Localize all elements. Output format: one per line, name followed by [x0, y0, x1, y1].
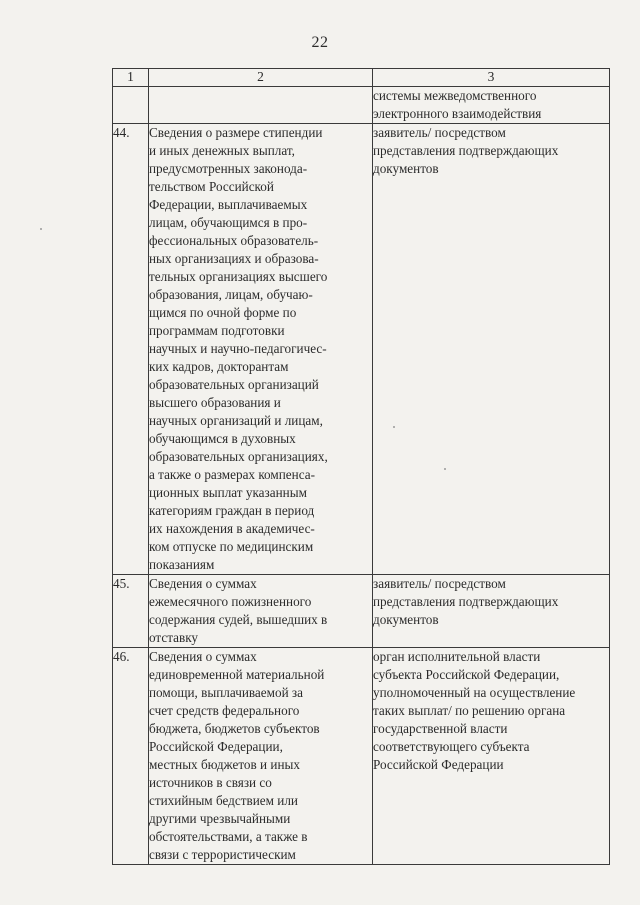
- description-line: Сведения о суммах: [149, 649, 257, 664]
- table-row: [113, 124, 610, 575]
- description-line: щимся по очной форме по: [149, 305, 297, 320]
- scan-speck: [444, 468, 446, 470]
- description-line: тельством Российской: [149, 179, 274, 194]
- description-line: их нахождения в академичес-: [149, 521, 315, 536]
- description-line: Федерации, выплачиваемых: [149, 197, 308, 212]
- description-line: местных бюджетов и иных: [149, 757, 300, 772]
- source-line: представления подтверждающих: [373, 594, 559, 609]
- table-row: [113, 575, 610, 648]
- description-line: Сведения о размере стипендии: [149, 125, 323, 140]
- source-line: государственной власти: [373, 721, 508, 736]
- table-row: [113, 648, 610, 865]
- row-number: [113, 87, 149, 124]
- description-line: ционных выплат указанным: [149, 485, 307, 500]
- source-cell: [373, 575, 610, 648]
- column-header-3: 3: [373, 69, 610, 87]
- description-cell: [149, 575, 373, 648]
- description-line: ком отпуске по медицинским: [149, 539, 314, 554]
- source-line: заявитель/ посредством: [373, 125, 506, 140]
- column-header-1: 1: [113, 69, 149, 87]
- description-line: обучающимся в духовных: [149, 431, 296, 446]
- description-line: бюджета, бюджетов субъектов: [149, 721, 320, 736]
- description-line: предусмотренных законода-: [149, 161, 308, 176]
- scan-speck: [393, 426, 395, 428]
- description-line: счет средств федерального: [149, 703, 300, 718]
- description-line: категориям граждан в период: [149, 503, 315, 518]
- description-line: единовременной материальной: [149, 667, 325, 682]
- source-line: Российской Федерации: [373, 757, 504, 772]
- source-cell: [373, 648, 610, 865]
- description-line: содержания судей, вышедших в: [149, 612, 328, 627]
- description-cell: [149, 648, 373, 865]
- source-cell: [373, 87, 610, 124]
- description-line: и иных денежных выплат,: [149, 143, 295, 158]
- source-line: субъекта Российской Федерации,: [373, 667, 560, 682]
- description-line: образовательных организациях,: [149, 449, 328, 464]
- source-line: системы межведомственного: [373, 88, 537, 103]
- source-cell: [373, 124, 610, 575]
- description-line: связи с террористическим: [149, 847, 296, 862]
- description-line: фессиональных образователь-: [149, 233, 319, 248]
- table-row: [113, 87, 610, 124]
- source-line: соответствующего субъекта: [373, 739, 530, 754]
- description-line: научных и научно-педагогичес-: [149, 341, 327, 356]
- description-line: ких кадров, докторантам: [149, 359, 289, 374]
- row-number: 45.: [113, 575, 149, 648]
- description-line: Сведения о суммах: [149, 576, 257, 591]
- description-line: ных организациях и образова-: [149, 251, 319, 266]
- scan-speck: [40, 228, 42, 230]
- description-line: лицам, обучающимся в про-: [149, 215, 308, 230]
- source-line: документов: [373, 612, 439, 627]
- description-line: программам подготовки: [149, 323, 285, 338]
- source-line: таких выплат/ по решению органа: [373, 703, 566, 718]
- description-line: научных организаций и лицам,: [149, 413, 323, 428]
- description-line: ежемесячного пожизненного: [149, 594, 312, 609]
- source-line: электронного взаимодействия: [373, 106, 542, 121]
- column-header-2: 2: [149, 69, 373, 87]
- description-line: образовательных организаций: [149, 377, 319, 392]
- description-line: обстоятельствами, а также в: [149, 829, 308, 844]
- description-line: помощи, выплачиваемой за: [149, 685, 303, 700]
- row-number: 44.: [113, 124, 149, 575]
- source-line: документов: [373, 161, 439, 176]
- description-line: показаниям: [149, 557, 215, 572]
- source-line: орган исполнительной власти: [373, 649, 541, 664]
- description-line: стихийным бедствием или: [149, 793, 298, 808]
- source-line: заявитель/ посредством: [373, 576, 506, 591]
- source-line: представления подтверждающих: [373, 143, 559, 158]
- description-line: Российской Федерации,: [149, 739, 283, 754]
- description-line: образования, лицам, обучаю-: [149, 287, 313, 302]
- page-number: 22: [311, 34, 329, 51]
- description-line: отставку: [149, 630, 199, 645]
- description-cell: [149, 124, 373, 575]
- document-table: [112, 68, 610, 865]
- description-line: тельных организациях высшего: [149, 269, 328, 284]
- description-line: другими чрезвычайными: [149, 811, 291, 826]
- description-line: а также о размерах компенса-: [149, 467, 315, 482]
- description-line: источников в связи со: [149, 775, 272, 790]
- description-line: высшего образования и: [149, 395, 281, 410]
- row-number: 46.: [113, 648, 149, 865]
- description-cell: [149, 87, 373, 124]
- table-header-row: [113, 69, 610, 87]
- source-line: уполномоченный на осуществление: [373, 685, 576, 700]
